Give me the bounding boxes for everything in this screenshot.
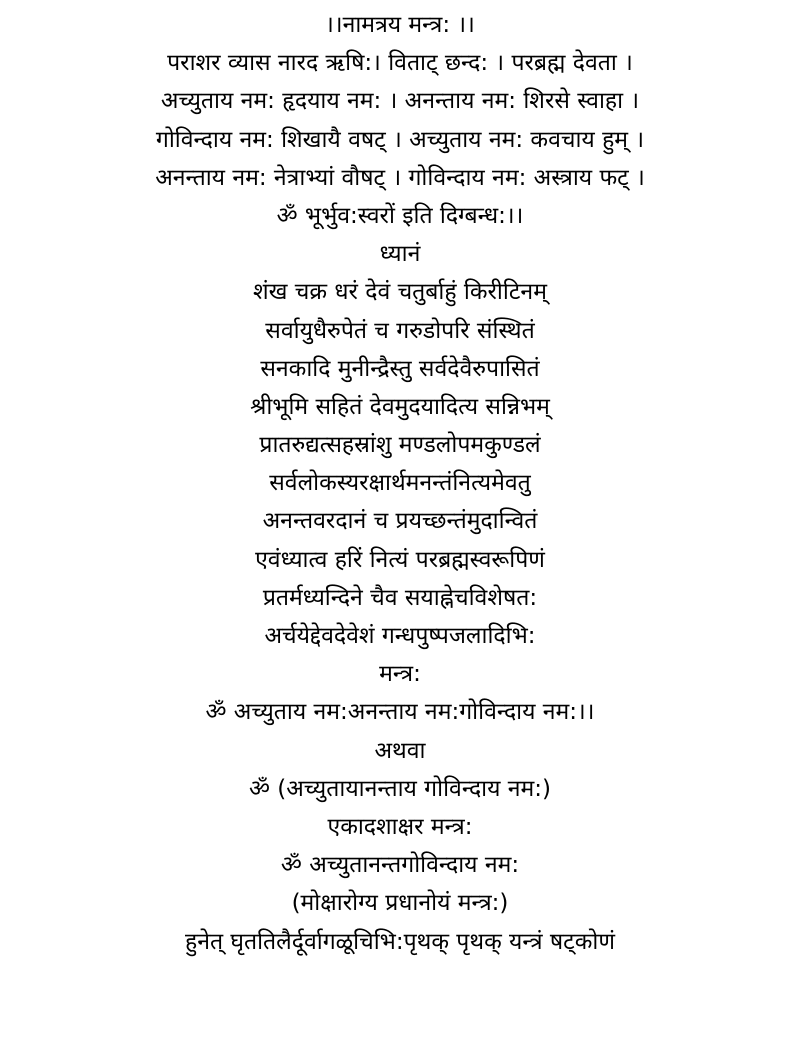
mantra-alt-line: ॐ (अच्युतायानन्ताय गोविन्दाय नम:) bbox=[248, 775, 552, 802]
title-line: ।।नामत्रय मन्त्र: ।। bbox=[325, 12, 475, 38]
mantra-heading: मन्त्र: bbox=[379, 661, 421, 688]
nyasa-line-3: अनन्ताय नम: नेत्राभ्यां वौषट् । गोविन्दाय नम: अस्त्राय फट् । bbox=[155, 164, 645, 191]
mantra-note-line: (मोक्षारोग्य प्रधानोयं मन्त्र:) bbox=[291, 890, 509, 917]
rishi-chhanda-devata-line: पराशर व्यास नारद ऋषि:। विताट् छन्द: । परब्रह्म देवता । bbox=[167, 50, 633, 77]
nyasa-line-2: गोविन्दाय नम: शिखायै वषट् । अच्युताय नम: कवचाय हुम् । bbox=[155, 126, 645, 153]
dhyana-verse-line: श्रीभूमि सहितं देवमुदयादित्य सन्निभम् bbox=[250, 393, 550, 420]
dhyana-verse-line: अनन्तवरदानं च प्रयच्छन्तंमुदान्वितं bbox=[262, 508, 538, 535]
homa-instruction-line: हुनेत् घृततिलैर्दूर्वागळूचिभि:पृथक् पृथक् यन्त्रं षट्कोणं bbox=[184, 928, 616, 955]
dhyana-verse-line: सनकादि मुनीन्द्रैस्तु सर्वदेवैरुपासितं bbox=[260, 355, 540, 382]
ekadashakshara-mantra-line: ॐ अच्युतानन्तगोविन्दाय नम: bbox=[280, 852, 520, 879]
digbandha-line: ॐ भूर्भुव:स्वरों इति दिग्बन्ध:।। bbox=[276, 202, 524, 229]
dhyana-verse-line: एवंध्यात्व हरिं नित्यं परब्रह्मस्वरूपिणं bbox=[255, 546, 545, 573]
dhyana-verse-line: सर्वायुधैरुपेतं च गरुडोपरि संस्थितं bbox=[265, 317, 535, 344]
dhyana-verse-line: सर्वलोकस्यरक्षार्थमनन्तंनित्यमेवतु bbox=[269, 470, 531, 497]
dhyana-verse-line: अर्चयेद्देवदेवेशं गन्धपुष्पजलादिभि: bbox=[264, 623, 536, 649]
dhyana-heading: ध्यानं bbox=[379, 241, 421, 268]
dhyana-verse-line: प्रतर्मध्यन्दिने चैव सयाह्नेचविशेषत: bbox=[262, 584, 538, 611]
athava-heading: अथवा bbox=[374, 737, 426, 764]
dhyana-verse-line: शंख चक्र धरं देवं चतुर्बाहुं किरीटिनम् bbox=[253, 279, 547, 306]
nyasa-line-1: अच्युताय नम: हृदयाय नम: । अनन्ताय नम: शिरसे स्वाहा । bbox=[160, 88, 640, 115]
dhyana-verse-line: प्रातरुद्यत्सहस्रांशु मण्डलोपमकुण्डलं bbox=[259, 432, 541, 459]
mantra-line: ॐ अच्युताय नम:अनन्ताय नम:गोविन्दाय नम:।। bbox=[205, 699, 595, 726]
ekadashakshara-heading: एकादशाक्षर मन्त्र: bbox=[327, 813, 473, 840]
